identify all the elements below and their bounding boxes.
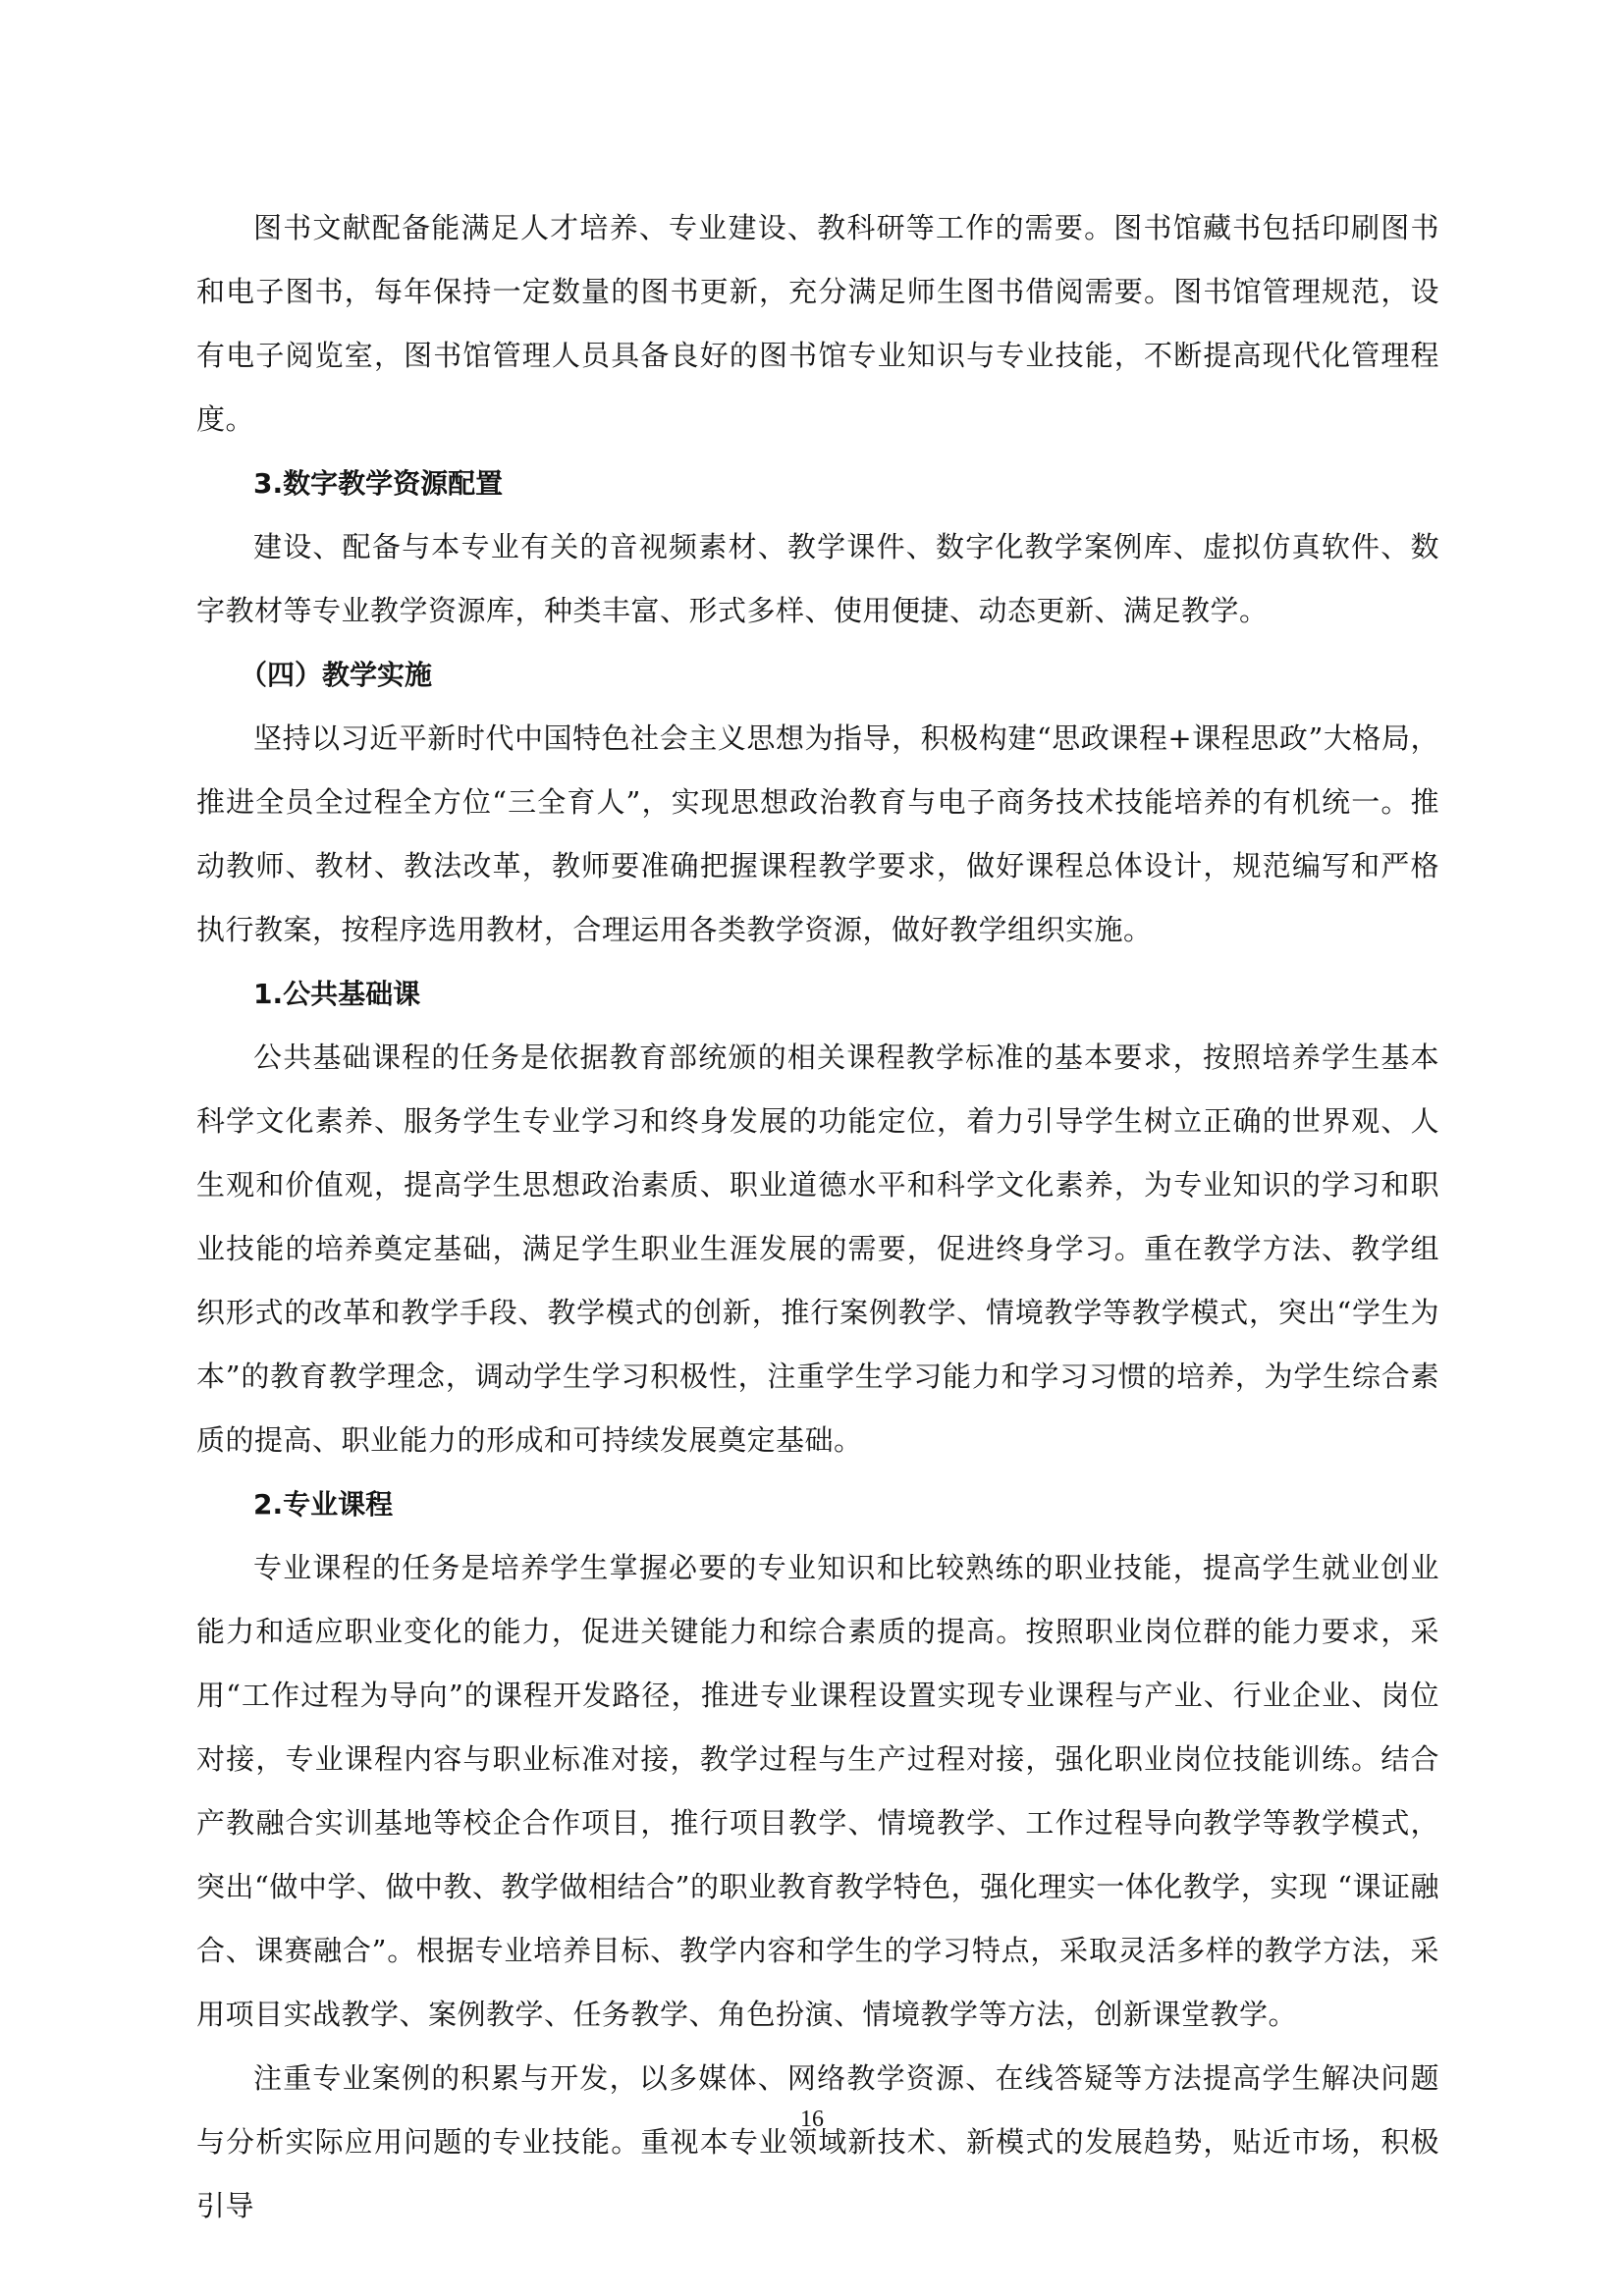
heading-digital-resources: 3.数字教学资源配置: [253, 467, 504, 500]
paragraph-professional-cases: 注重专业案例的积累与开发，以多媒体、网络教学资源、在线答疑等方法提高学生解决问题与分析实际应用问题的专业技能。重视本专业领域新技术、新模式的发展趋势，贴近市场，积极引导: [196, 2061, 1439, 2222]
paragraph-public-basic-courses: 公共基础课程的任务是依据教育部统颁的相关课程教学标准的基本要求，按照培养学生基本科学文化素养、服务学生专业学习和终身发展的功能定位，着力引导学生树立正确的世界观、人生观和价值观，提高学生思想政治素质、职业道德水平和科学文化素养，为专业知识的学习和职业技能的培养奠定基础，满足学生职业生涯发展的需要，促进终身学习。重在教学方法、教学组织形式的改革和教学手段、教学模式的创新，推行案例教学、情境教学等教学模式，突出“学生为本”的教育教学理念，调动学生学习积极性，注重学生学习能力和学习习惯的培养，为学生综合素质的提高、职业能力的形成和可持续发展奠定基础。: [196, 1041, 1439, 1457]
paragraph-digital-resources: 建设、配备与本专业有关的音视频素材、教学课件、数字化教学案例库、虚拟仿真软件、数字教材等专业教学资源库，种类丰富、形式多样、使用便捷、动态更新、满足教学。: [196, 530, 1439, 627]
page-number: 16: [800, 2107, 824, 2132]
paragraph-teaching-implementation: 坚持以习近平新时代中国特色社会主义思想为指导，积极构建“思政课程+课程思政”大格局，推进全员全过程全方位“三全育人”，实现思想政治教育与电子商务技术技能培养的有机统一。推动教师、教材、教法改革，教师要准确把握课程教学要求，做好课程总体设计，规范编写和严格执行教案，按程序选用教材，合理运用各类教学资源，做好教学组织实施。: [196, 721, 1439, 946]
document-body: [196, 196, 1439, 2238]
heading-professional-courses: 2.专业课程: [253, 1488, 394, 1521]
heading-teaching-implementation: （四）教学实施: [240, 659, 433, 691]
paragraph-professional-courses: 专业课程的任务是培养学生掌握必要的专业知识和比较熟练的职业技能，提高学生就业创业能力和适应职业变化的能力，促进关键能力和综合素质的提高。按照职业岗位群的能力要求，采用“工作过程为导向”的课程开发路径，推进专业课程设置实现专业课程与产业、行业企业、岗位对接，专业课程内容与职业标准对接，教学过程与生产过程对接，强化职业岗位技能训练。结合产教融合实训基地等校企合作项目，推行项目教学、情境教学、工作过程导向教学等教学模式，突出“做中学、做中教、教学做相结合”的职业教育教学特色，强化理实一体化教学，实现 “课证融合、课赛融合”。根据专业培养目标、教学内容和学生的学习特点，采取灵活多样的教学方法，采用项目实战教学、案例教学、任务教学、角色扮演、情境教学等方法，创新课堂教学。: [196, 1551, 1439, 2031]
heading-public-basic-courses: 1.公共基础课: [253, 978, 421, 1010]
paragraph-library-resources: 图书文献配备能满足人才培养、专业建设、教科研等工作的需要。图书馆藏书包括印刷图书和电子图书，每年保持一定数量的图书更新，充分满足师生图书借阅需要。图书馆管理规范，设有电子阅览室，图书馆管理人员具备良好的图书馆专业知识与专业技能，不断提高现代化管理程度。: [196, 211, 1439, 436]
